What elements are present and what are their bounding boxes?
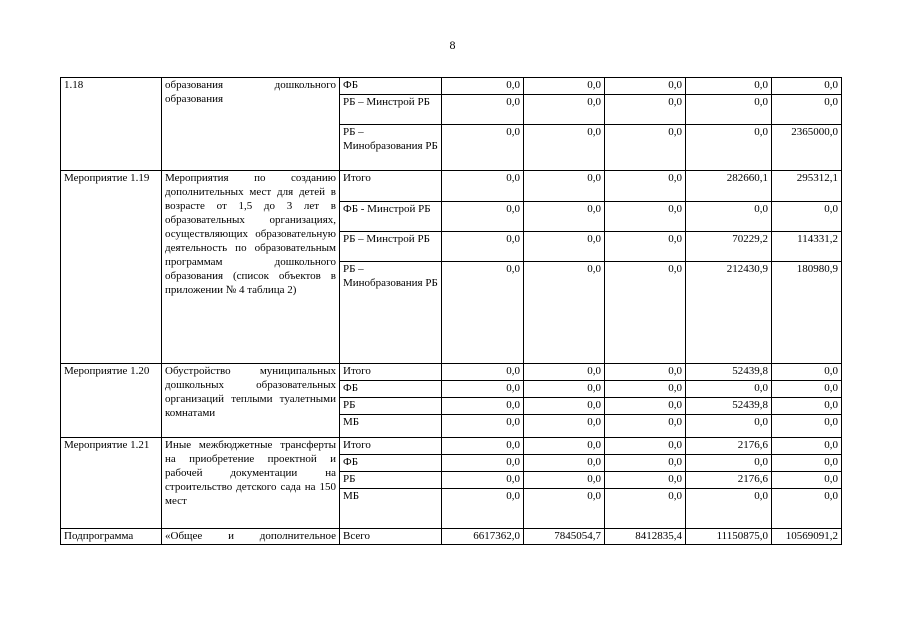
value-cell: 0,0: [442, 398, 524, 415]
funding-source: МБ: [340, 489, 442, 529]
funding-source: Итого: [340, 438, 442, 455]
funding-source: ФБ: [340, 455, 442, 472]
value-cell: 0,0: [442, 489, 524, 529]
value-cell: 0,0: [772, 455, 842, 472]
measure-description: Обустройство муниципальных дошкольных образовательных организаций теплыми туалетными комнатами: [162, 364, 340, 438]
value-cell: 0,0: [605, 262, 686, 364]
value-cell: 0,0: [524, 438, 605, 455]
value-cell: 0,0: [605, 78, 686, 95]
value-cell: 0,0: [524, 415, 605, 438]
table-row: [61, 78, 842, 95]
value-cell: 0,0: [605, 438, 686, 455]
table-row: [61, 529, 842, 545]
funding-source: РБ: [340, 398, 442, 415]
value-cell: 0,0: [442, 415, 524, 438]
table-row: [61, 364, 842, 381]
value-cell: 0,0: [442, 381, 524, 398]
value-cell: 0,0: [686, 381, 772, 398]
value-cell: 0,0: [524, 398, 605, 415]
measure-description: [162, 529, 340, 545]
value-cell: 0,0: [686, 455, 772, 472]
table-row: [61, 438, 842, 455]
value-cell: 52439,8: [686, 398, 772, 415]
value-cell: 0,0: [524, 364, 605, 381]
value-cell: 2176,6: [686, 472, 772, 489]
table-row: [61, 171, 842, 202]
value-cell: 0,0: [772, 489, 842, 529]
value-cell: 0,0: [772, 95, 842, 125]
value-cell: 114331,2: [772, 232, 842, 262]
value-cell: 0,0: [442, 95, 524, 125]
value-cell: 0,0: [524, 171, 605, 202]
funding-source: Итого: [340, 171, 442, 202]
value-cell: 0,0: [772, 202, 842, 232]
value-cell: 0,0: [524, 125, 605, 171]
value-cell: 295312,1: [772, 171, 842, 202]
value-cell: 6617362,0: [442, 529, 524, 545]
value-cell: 212430,9: [686, 262, 772, 364]
value-cell: 0,0: [686, 415, 772, 438]
value-cell: 7845054,7: [524, 529, 605, 545]
value-cell: 0,0: [605, 364, 686, 381]
value-cell: 52439,8: [686, 364, 772, 381]
funding-source: Всего: [340, 529, 442, 545]
measure-description-text: «Общее и дополнительное: [165, 530, 336, 542]
value-cell: 0,0: [524, 262, 605, 364]
value-cell: 0,0: [686, 489, 772, 529]
measure-code: Мероприятие 1.19: [61, 171, 162, 364]
value-cell: 0,0: [605, 415, 686, 438]
value-cell: 0,0: [772, 78, 842, 95]
value-cell: 2365000,0: [772, 125, 842, 171]
value-cell: 0,0: [605, 125, 686, 171]
value-cell: 0,0: [772, 415, 842, 438]
value-cell: 282660,1: [686, 171, 772, 202]
value-cell: 0,0: [524, 489, 605, 529]
value-cell: 0,0: [605, 171, 686, 202]
funding-source: ФБ - Минстрой РБ: [340, 202, 442, 232]
value-cell: 0,0: [605, 455, 686, 472]
value-cell: 0,0: [772, 364, 842, 381]
value-cell: 0,0: [686, 202, 772, 232]
measure-code: 1.18: [61, 78, 162, 171]
value-cell: 0,0: [442, 125, 524, 171]
value-cell: 0,0: [524, 78, 605, 95]
value-cell: 0,0: [524, 202, 605, 232]
value-cell: 0,0: [442, 78, 524, 95]
value-cell: 0,0: [442, 438, 524, 455]
value-cell: 0,0: [686, 78, 772, 95]
value-cell: 10569091,2: [772, 529, 842, 545]
funding-source: РБ: [340, 472, 442, 489]
value-cell: 0,0: [605, 472, 686, 489]
funding-source: РБ – Минстрой РБ: [340, 232, 442, 262]
value-cell: 8412835,4: [605, 529, 686, 545]
value-cell: 0,0: [772, 398, 842, 415]
value-cell: 2176,6: [686, 438, 772, 455]
value-cell: 0,0: [605, 232, 686, 262]
funding-source: РБ – Минобразования РБ: [340, 125, 442, 171]
funding-source: РБ – Минобразования РБ: [340, 262, 442, 364]
value-cell: 0,0: [524, 95, 605, 125]
measure-description: образования дошкольного образования: [162, 78, 340, 171]
value-cell: 0,0: [772, 438, 842, 455]
funding-source: ФБ: [340, 78, 442, 95]
funding-source: МБ: [340, 415, 442, 438]
measure-description: Иные межбюджетные трансферты на приобретение проектной и рабочей документации на строительство детского сада на 150 мест: [162, 438, 340, 529]
value-cell: 0,0: [686, 125, 772, 171]
value-cell: 0,0: [442, 171, 524, 202]
page-number: 8: [449, 38, 456, 52]
budget-table: [60, 77, 842, 545]
funding-source: РБ – Минстрой РБ: [340, 95, 442, 125]
value-cell: 0,0: [442, 455, 524, 472]
value-cell: 0,0: [524, 455, 605, 472]
value-cell: 0,0: [442, 364, 524, 381]
value-cell: 0,0: [442, 262, 524, 364]
measure-description: Мероприятия по созданию дополнительных мест для детей в возрасте от 1,5 до 3 лет в образовательных организациях, осуществляющих образовательную деятельность по образовательным программам дошкольного образования (список объектов в приложении № 4 таблица 2): [162, 171, 340, 364]
funding-source: Итого: [340, 364, 442, 381]
funding-source: ФБ: [340, 381, 442, 398]
value-cell: 0,0: [605, 489, 686, 529]
value-cell: 11150875,0: [686, 529, 772, 545]
value-cell: 0,0: [605, 202, 686, 232]
value-cell: 0,0: [772, 381, 842, 398]
value-cell: 0,0: [605, 95, 686, 125]
measure-code: Мероприятие 1.21: [61, 438, 162, 529]
value-cell: 0,0: [442, 472, 524, 489]
value-cell: 0,0: [524, 232, 605, 262]
value-cell: 0,0: [686, 95, 772, 125]
value-cell: 70229,2: [686, 232, 772, 262]
value-cell: 0,0: [772, 472, 842, 489]
value-cell: 0,0: [442, 202, 524, 232]
value-cell: 0,0: [524, 472, 605, 489]
measure-code: Подпрограмма: [61, 529, 162, 545]
value-cell: 0,0: [605, 398, 686, 415]
value-cell: 0,0: [605, 381, 686, 398]
value-cell: 0,0: [524, 381, 605, 398]
measure-code: Мероприятие 1.20: [61, 364, 162, 438]
value-cell: 0,0: [442, 232, 524, 262]
value-cell: 180980,9: [772, 262, 842, 364]
